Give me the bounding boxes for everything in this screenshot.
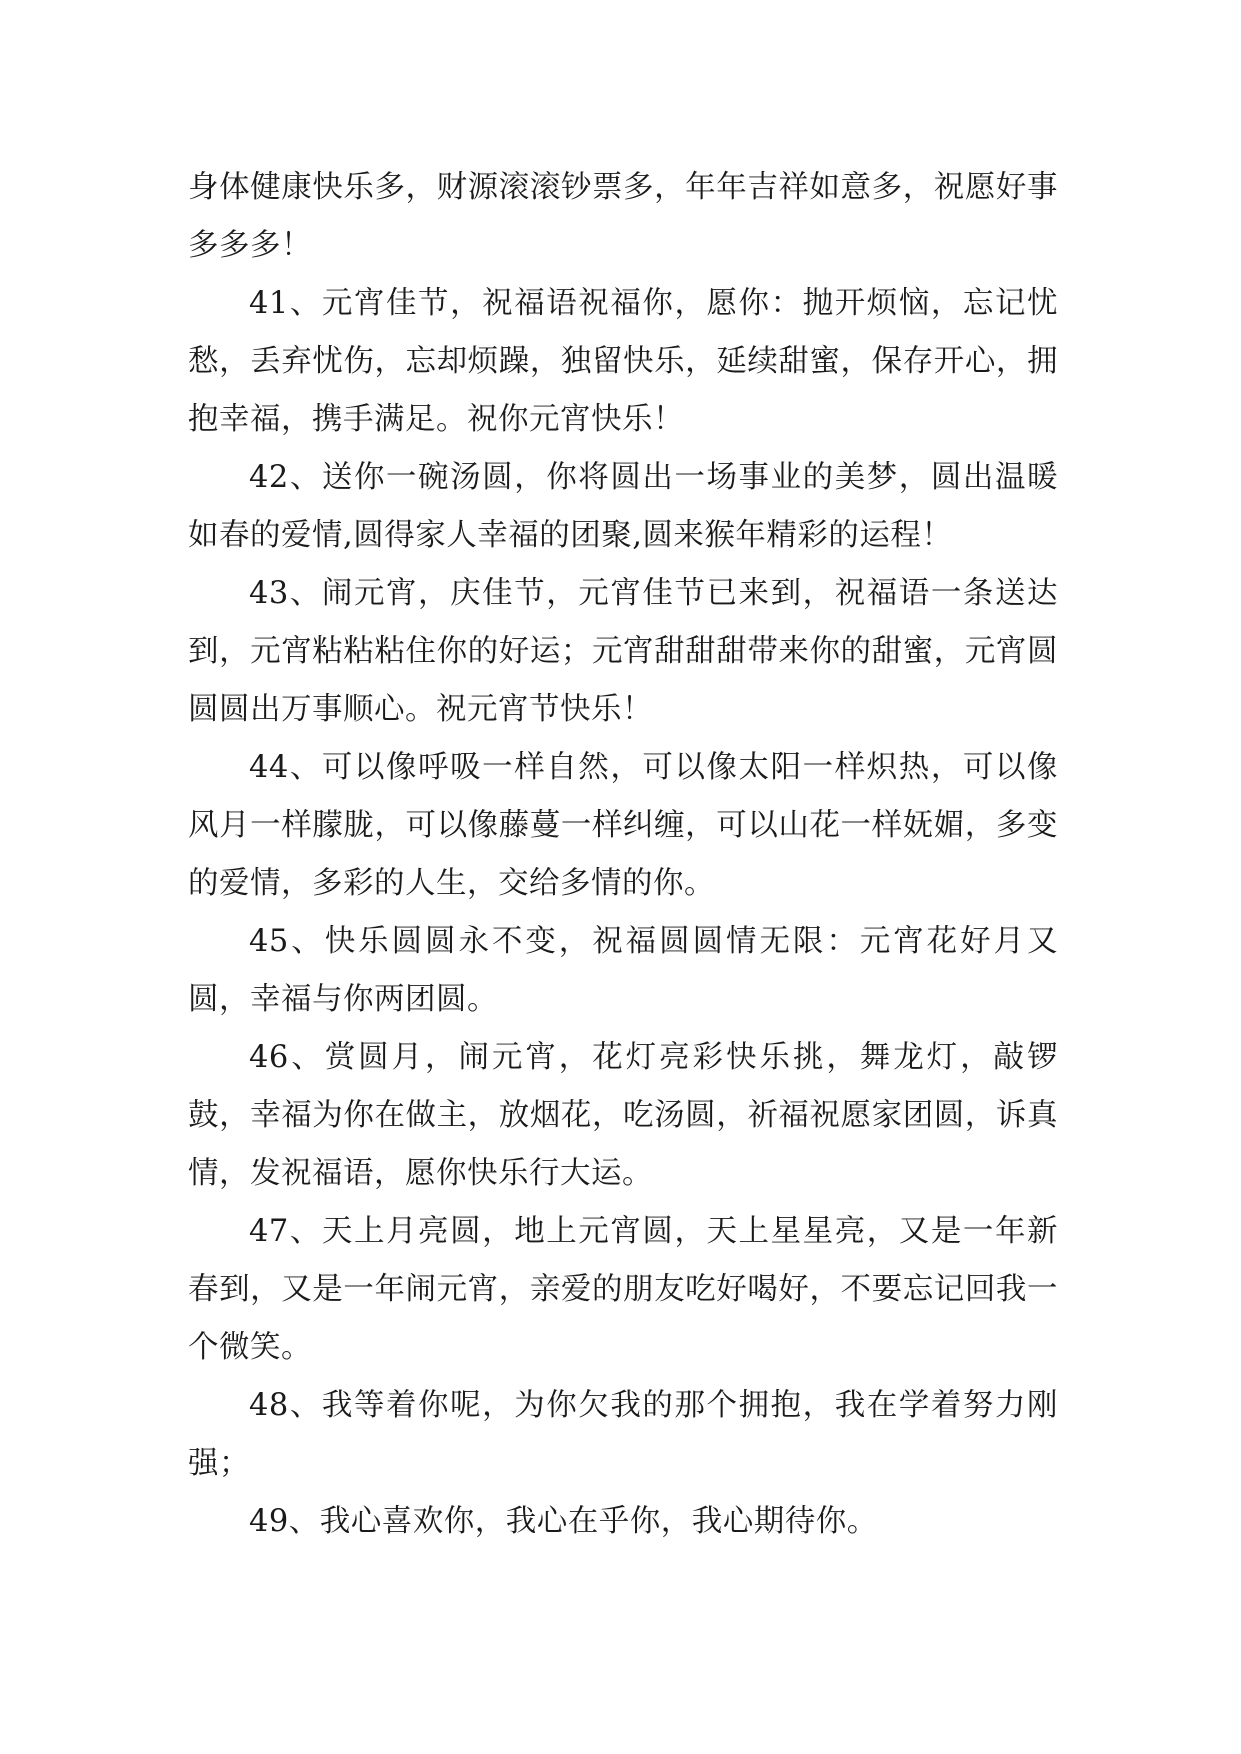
paragraph-43: 43、闹元宵，庆佳节，元宵佳节已来到，祝福语一条送达到，元宵粘粘粘住你的好运；元宵甜甜甜带来你的甜蜜，元宵圆圆圆出万事顺心。祝元宵节快乐！ (188, 576, 1058, 727)
paragraph-44: 44、可以像呼吸一样自然，可以像太阳一样炽热，可以像风月一样朦胧，可以像藤蔓一样纠缠，可以山花一样妩媚，多变的爱情，多彩的人生，交给多情的你。 (188, 750, 1058, 901)
paragraph-42: 42、送你一碗汤圆，你将圆出一场事业的美梦，圆出温暖如春的爱情,圆得家人幸福的团聚,圆来猴年精彩的运程！ (188, 460, 1058, 553)
paragraph-continuation: 身体健康快乐多，财源滚滚钞票多，年年吉祥如意多，祝愿好事多多多！ (188, 170, 1058, 263)
paragraph-49: 49、我心喜欢你，我心在乎你，我心期待你。 (249, 1504, 878, 1539)
document-body (188, 159, 1058, 1551)
paragraph-47: 47、天上月亮圆，地上元宵圆，天上星星亮，又是一年新春到，又是一年闹元宵，亲爱的朋友吃好喝好，不要忘记回我一个微笑。 (188, 1214, 1058, 1365)
paragraph-41: 41、元宵佳节，祝福语祝福你，愿你：抛开烦恼，忘记忧愁，丢弃忧伤，忘却烦躁，独留快乐，延续甜蜜，保存开心，拥抱幸福，携手满足。祝你元宵快乐！ (188, 286, 1058, 437)
paragraph-46: 46、赏圆月，闹元宵，花灯亮彩快乐挑，舞龙灯，敲锣鼓，幸福为你在做主，放烟花，吃汤圆，祈福祝愿家团圆，诉真情，发祝福语，愿你快乐行大运。 (188, 1040, 1058, 1191)
paragraph-48: 48、我等着你呢，为你欠我的那个拥抱，我在学着努力刚强； (188, 1388, 1058, 1481)
paragraph-45: 45、快乐圆圆永不变，祝福圆圆情无限：元宵花好月又圆，幸福与你两团圆。 (188, 924, 1058, 1017)
